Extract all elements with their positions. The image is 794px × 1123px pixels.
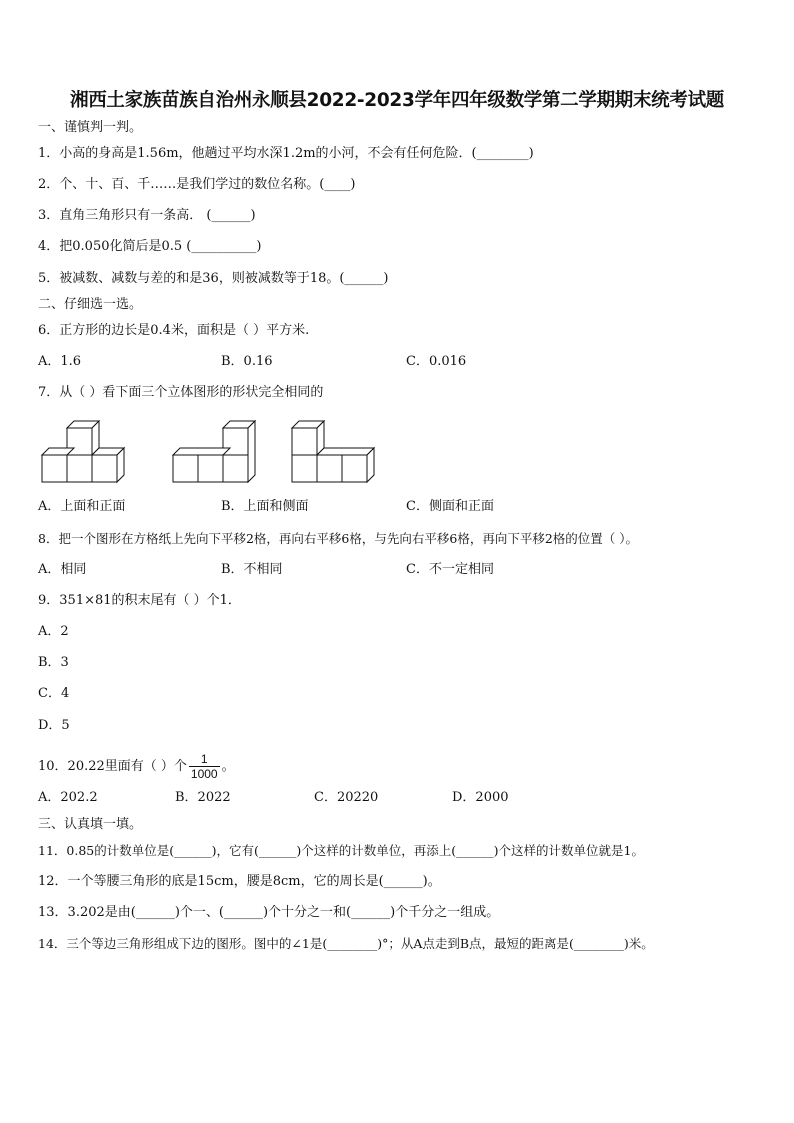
cube-figure-1 xyxy=(40,420,130,484)
q10-option-c: C．20220 xyxy=(314,790,379,805)
question-11: 11．0.85的计数单位是(______)，它有(______)个这样的计数单位，再添上(______)个这样的计数单位就是1。 xyxy=(38,843,644,858)
question-9: 9．351×81的积末尾有（ ）个1． xyxy=(38,593,241,608)
section-heading-1: 一、谨慎判一判。 xyxy=(38,120,143,135)
exam-title: 湘西土家族苗族自治州永顺县2022-2023学年四年级数学第二学期期末统考试题 xyxy=(70,90,724,111)
q10-prefix: 10．20.22里面有（ ）个 xyxy=(38,759,187,774)
question-8: 8．把一个图形在方格纸上先向下平移2格，再向右平移6格，与先向右平移6格，再向下平移2格的位置（ ）。 xyxy=(38,531,638,546)
cube-figure-3 xyxy=(290,420,380,484)
q6-option-a: A．1.6 xyxy=(38,354,82,369)
section-heading-2: 二、仔细选一选。 xyxy=(38,297,143,312)
question-5: 5．被减数、减数与差的和是36，则被减数等于18。(______) xyxy=(38,271,389,286)
cube-figure-2 xyxy=(171,420,261,484)
question-6: 6．正方形的边长是0.4米，面积是（ ）平方米. xyxy=(38,323,310,338)
q9-option-a: A．2 xyxy=(38,624,69,639)
section-heading-3: 三、认真填一填。 xyxy=(38,817,143,832)
fraction-numerator: 1 xyxy=(189,752,220,767)
q8-option-a: A．相同 xyxy=(38,562,87,577)
q9-option-b: B．3 xyxy=(38,655,69,670)
q9-option-c: C．4 xyxy=(38,686,70,701)
fraction-one-thousandth xyxy=(189,752,220,781)
q10-suffix: 。 xyxy=(221,759,235,774)
question-13: 13．3.202是由(______)个一、(______)个十分之一和(______)个千分之一组成。 xyxy=(38,905,500,920)
q7-option-b: B．上面和侧面 xyxy=(221,499,309,514)
q10-option-a: A．202.2 xyxy=(38,790,98,805)
q10-option-d: D．2000 xyxy=(452,790,509,805)
question-1: 1．小高的身高是1.56m，他趟过平均水深1.2m的小河，不会有任何危险．(________) xyxy=(38,146,534,161)
fraction-denominator: 1000 xyxy=(190,767,218,781)
question-14: 14．三个等边三角形组成下边的图形。图中的∠1是(________)°；从A点走到B点，最短的距离是(________)米。 xyxy=(38,936,654,951)
question-12: 12．一个等腰三角形的底是15cm，腰是8cm，它的周长是(______)。 xyxy=(38,874,441,889)
question-4: 4．把0.050化简后是0.5 (__________) xyxy=(38,239,262,254)
q9-option-d: D．5 xyxy=(38,718,70,733)
q10-option-b: B．2022 xyxy=(175,790,231,805)
q6-option-b: B．0.16 xyxy=(221,354,273,369)
question-3: 3．直角三角形只有一条高． (______) xyxy=(38,208,256,223)
q8-option-b: B．不相同 xyxy=(221,562,283,577)
q7-option-c: C．侧面和正面 xyxy=(406,499,494,514)
question-2: 2．个、十、百、千……是我们学过的数位名称。(____) xyxy=(38,177,356,192)
question-10 xyxy=(38,752,235,781)
q7-option-a: A．上面和正面 xyxy=(38,499,126,514)
q6-option-c: C．0.016 xyxy=(406,354,467,369)
question-7: 7．从（ ）看下面三个立体图形的形状完全相同的 xyxy=(38,385,324,400)
q8-option-c: C．不一定相同 xyxy=(406,562,494,577)
